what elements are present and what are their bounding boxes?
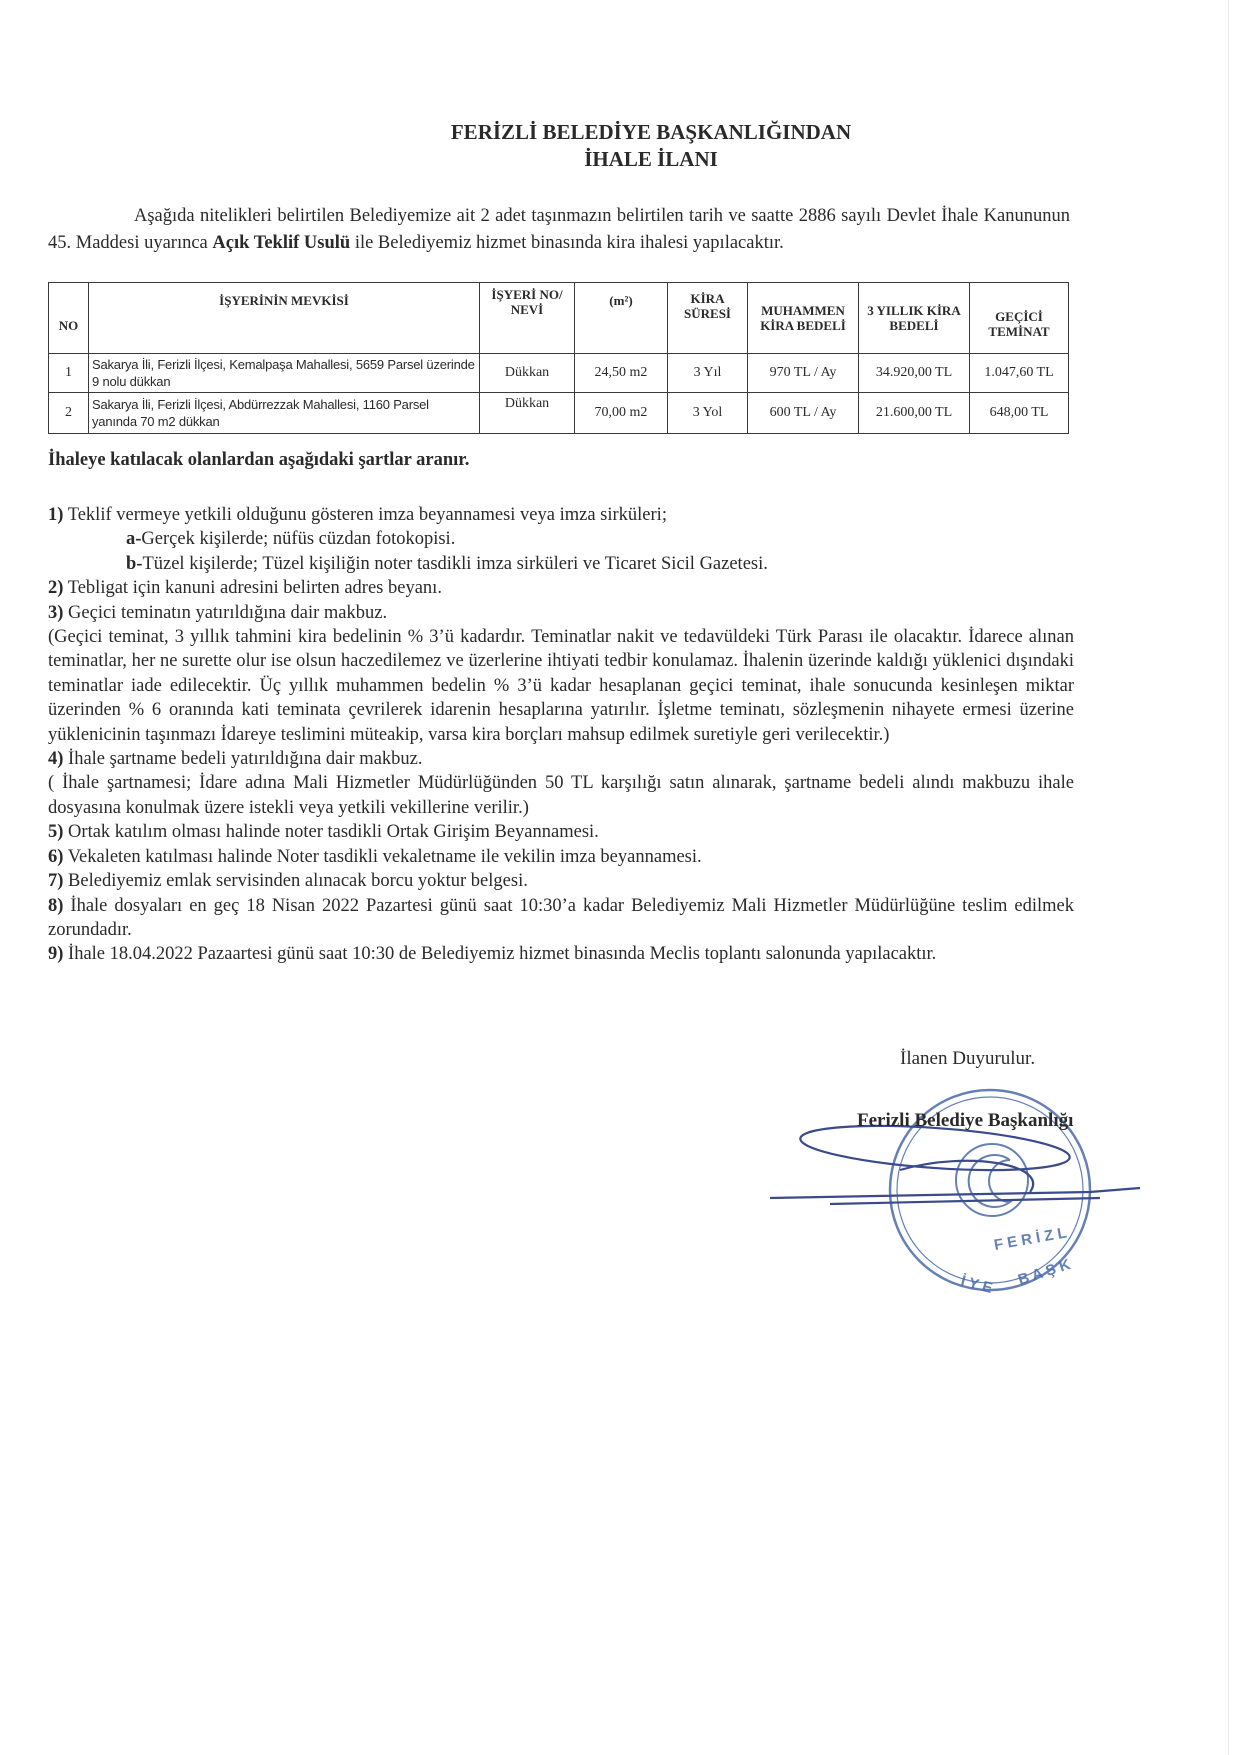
condition-text: Geçici teminatın yatırıldığına dair makbuz. bbox=[63, 602, 388, 623]
condition-item bbox=[48, 894, 1074, 943]
condition-item bbox=[48, 576, 1074, 600]
condition-text: Belediyemiz emlak servisinden alınacak borcu yoktur belgesi. bbox=[63, 871, 528, 892]
condition-subitem bbox=[48, 552, 1074, 576]
condition-text: (Geçici teminat, 3 yıllık tahmini kira bedelinin % 3’ü kadardır. Teminatlar nakit ve tedavüldeki Türk Parası ile olacaktır. İdarece alınan teminatlar, her ne surette olur ise olsun haczedilemez ve üzerlerine ihtiyati tedbir konulamaz. İhalenin üzerinde kaldığı yüklenici dışındaki teminatlar iade edilecektir. Üç yıllık muhammen bedelin % 3’ü kadar hesaplanan geçici teminat, ihale sonucunda kesinleşen miktar üzerinden % 6 oranında kati teminata çevrilerek idarenin hesaplarına yatırılır. İşletme teminatı, sözleşmenin nihayete ermesi üzerine yüklenicinin taşınmazı İdareye teslimini müteakip, varsa kira borçları mahsup edilmek suretiyle geri verilecektir.) bbox=[48, 627, 1074, 745]
condition-number: 4) bbox=[48, 749, 64, 770]
table-row bbox=[49, 354, 1069, 393]
property-table bbox=[48, 282, 1069, 434]
cell-duration: 3 Yol bbox=[668, 393, 748, 434]
cell-area: 24,50 m2 bbox=[575, 354, 668, 393]
condition-subitem bbox=[48, 527, 1074, 551]
condition-item bbox=[48, 503, 1074, 527]
header-deposit: GEÇİCİ TEMİNAT bbox=[970, 283, 1069, 354]
intro-text-after: ile Belediyemiz hizmet binasında kira ihalesi yapılacaktır. bbox=[350, 233, 784, 253]
cell-area: 70,00 m2 bbox=[575, 393, 668, 434]
condition-item bbox=[48, 601, 1074, 625]
document-title: FERİZLİ BELEDİYE BAŞKANLIĞINDAN bbox=[450, 120, 852, 144]
condition-number: b- bbox=[126, 553, 143, 574]
condition-item bbox=[48, 869, 1074, 893]
header-monthly-rent: MUHAMMEN KİRA BEDELİ bbox=[748, 283, 859, 354]
header-three-year-rent: 3 YILLIK KİRA BEDELİ bbox=[859, 283, 970, 354]
condition-number: a- bbox=[126, 529, 142, 550]
header-duration: KİRA SÜRESİ bbox=[668, 283, 748, 354]
cell-no: 2 bbox=[49, 393, 89, 434]
cell-deposit: 1.047,60 TL bbox=[970, 354, 1069, 393]
condition-number: 5) bbox=[48, 822, 64, 843]
condition-text: İhale 18.04.2022 Pazaartesi günü saat 10:30 de Belediyemiz hizmet binasında Meclis toplantı salonunda yapılacaktır. bbox=[63, 944, 937, 965]
table-header-row bbox=[49, 283, 1069, 354]
condition-text: ( İhale şartnamesi; İdare adına Mali Hizmetler Müdürlüğünden 50 TL karşılığı satın alınarak, şartname bedeli alındı makbuzu ihale dosyasına konulmak üzere istekli veya yetkili vekillerine verilir.) bbox=[48, 773, 1074, 818]
cell-type: Dükkan bbox=[480, 393, 575, 434]
conditions-list bbox=[48, 503, 1074, 967]
condition-item bbox=[48, 747, 1074, 771]
header-location: İŞYERİNİN MEVKİSİ bbox=[89, 283, 480, 354]
condition-text: Tebligat için kanuni adresini belirten adres beyanı. bbox=[63, 578, 442, 599]
cell-no: 1 bbox=[49, 354, 89, 393]
cell-location: Sakarya İli, Ferizli İlçesi, Abdürrezzak Mahallesi, 1160 Parsel yanında 70 m2 dükkan bbox=[89, 393, 480, 434]
intro-bold: Açık Teklif Usulü bbox=[212, 233, 351, 253]
cell-three-year-rent: 34.920,00 TL bbox=[859, 354, 970, 393]
document-subtitle: İHALE İLANI bbox=[584, 147, 718, 171]
condition-note bbox=[48, 771, 1074, 820]
condition-text: İhale şartname bedeli yatırıldığına dair makbuz. bbox=[63, 749, 423, 770]
condition-item bbox=[48, 942, 1074, 966]
header-area: (m²) bbox=[575, 283, 668, 354]
condition-number: 9) bbox=[48, 944, 64, 965]
condition-text: İhale dosyaları en geç 18 Nisan 2022 Pazartesi günü saat 10:30’a kadar Belediyemiz Mali Hizmetler Müdürlüğüne teslim edilmek zorundadır. bbox=[48, 895, 1074, 940]
header-no: NO bbox=[49, 283, 89, 354]
conditions-heading: İhaleye katılacak olanlardan aşağıdaki şartlar aranır. bbox=[48, 450, 470, 470]
condition-number: 1) bbox=[48, 505, 64, 525]
condition-number: 2) bbox=[48, 578, 64, 599]
intro-paragraph bbox=[48, 203, 1070, 257]
condition-note bbox=[48, 625, 1074, 747]
condition-text: Teklif vermeye yetkili olduğunu gösteren imza beyannamesi veya imza sirküleri; bbox=[63, 505, 667, 525]
condition-text: Ortak katılım olması halinde noter tasdikli Ortak Girişim Beyannamesi. bbox=[63, 822, 599, 843]
condition-text: Gerçek kişilerde; nüfüs cüzdan fotokopisi. bbox=[141, 529, 456, 550]
condition-item bbox=[48, 820, 1074, 844]
cell-location: Sakarya İli, Ferizli İlçesi, Kemalpaşa Mahallesi, 5659 Parsel üzerinde 9 nolu dükkan bbox=[89, 354, 480, 393]
svg-text:B A Ş K: B A Ş K bbox=[1015, 1255, 1073, 1289]
condition-text: Vekaleten katılması halinde Noter tasdikli vekaletname ile vekilin imza beyannamesi. bbox=[63, 846, 702, 867]
scan-edge bbox=[1228, 0, 1229, 1755]
intro-text-before: Aşağıda nitelikleri belirtilen Belediyemize ait 2 adet taşınmazın belirtilen tarih ve saatte 2886 sayılı Devlet İhale Kanununun 45. Maddesi uyarınca bbox=[48, 206, 1070, 253]
cell-monthly-rent: 970 TL / Ay bbox=[748, 354, 859, 393]
condition-number: 3) bbox=[48, 602, 64, 623]
signatory-name: Ferizli Belediye Başkanlığı bbox=[857, 1110, 1074, 1131]
condition-item bbox=[48, 845, 1074, 869]
closing-text: İlanen Duyurulur. bbox=[900, 1048, 1036, 1069]
svg-text:F E R İ Z L: F E R İ Z L bbox=[992, 1224, 1068, 1254]
svg-text:İ Y E: İ Y E bbox=[958, 1272, 995, 1298]
condition-number: 7) bbox=[48, 871, 64, 892]
cell-three-year-rent: 21.600,00 TL bbox=[859, 393, 970, 434]
header-type: İŞYERİ NO/ NEVİ bbox=[480, 283, 575, 354]
table-row bbox=[49, 393, 1069, 434]
cell-duration: 3 Yıl bbox=[668, 354, 748, 393]
cell-type: Dükkan bbox=[480, 354, 575, 393]
condition-number: 8) bbox=[48, 895, 64, 916]
cell-monthly-rent: 600 TL / Ay bbox=[748, 393, 859, 434]
condition-text: Tüzel kişilerde; Tüzel kişiliğin noter tasdikli imza sirküleri ve Ticaret Sicil Gazetesi. bbox=[142, 553, 768, 574]
condition-number: 6) bbox=[48, 846, 64, 867]
cell-deposit: 648,00 TL bbox=[970, 393, 1069, 434]
